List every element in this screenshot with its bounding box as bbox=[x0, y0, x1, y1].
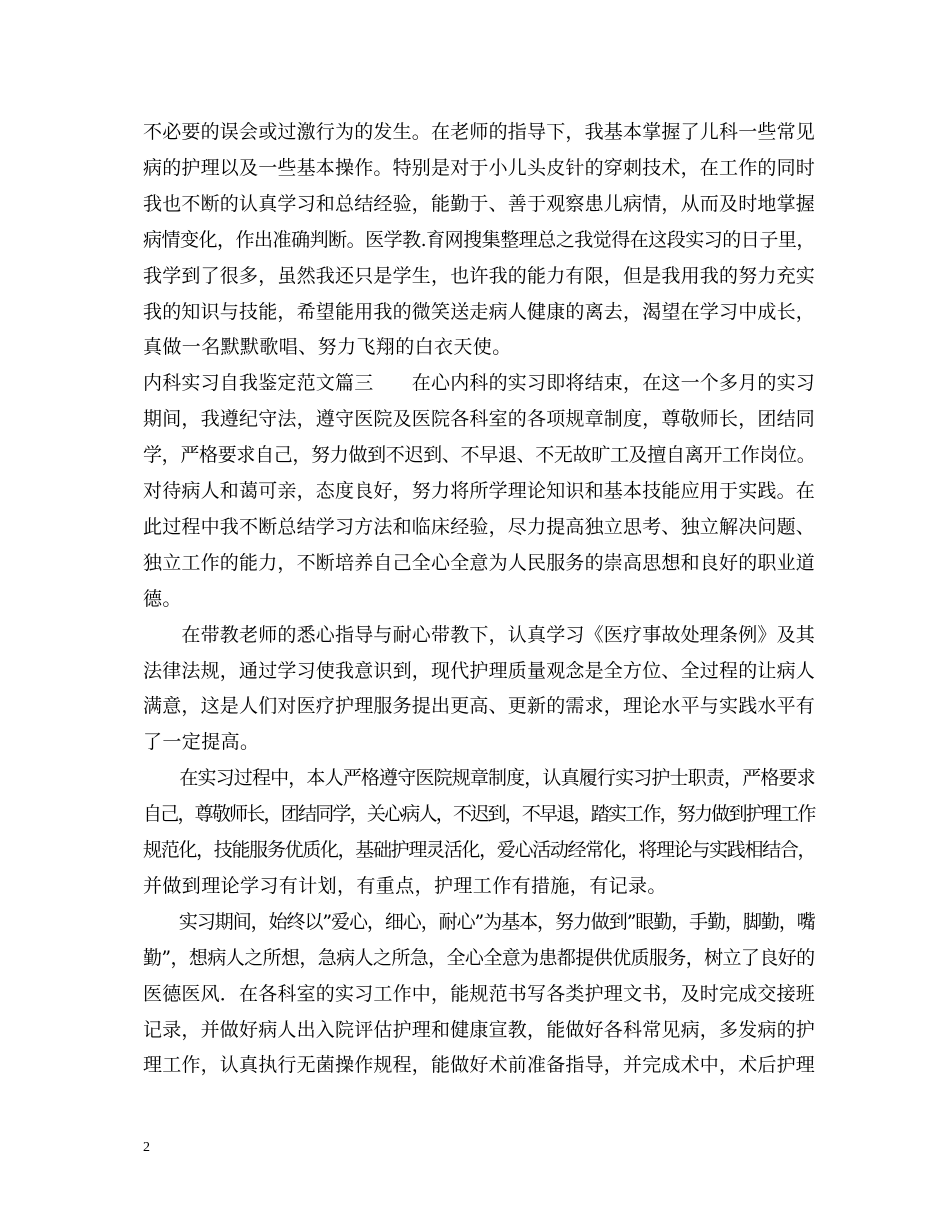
text-line: 期间，我遵纪守法，遵守医院及医院各科室的各项规章制度，尊敬师长，团结同 bbox=[143, 408, 816, 430]
text-line: 独立工作的能力，不断培养自己全心全意为人民服务的崇高思想和良好的职业道 bbox=[143, 552, 816, 574]
text-line: 在带教老师的悉心指导与耐心带教下，认真学习《医疗事故处理条例》及其 bbox=[143, 624, 816, 646]
text-line: 我的知识与技能，希望能用我的微笑送走病人健康的离去，渴望在学习中成长， bbox=[143, 301, 816, 323]
text-line: 真做一名默默歌唱、努力飞翔的白衣天使。 bbox=[143, 336, 512, 358]
text-line: 医德医风．在各科室的实习工作中，能规范书写各类护理文书，及时完成交接班 bbox=[143, 983, 816, 1005]
text-line: 满意，这是人们对医疗护理服务提出更高、更新的需求，理论水平与实践水平有 bbox=[143, 695, 816, 717]
text-line: 勤”，想病人之所想，急病人之所急，全心全意为患都提供优质服务，树立了良好的 bbox=[143, 947, 815, 969]
page-number: 2 bbox=[143, 1140, 150, 1155]
text-line: 规范化，技能服务优质化，基础护理灵活化，爱心活动经常化，将理论与实践相结合， bbox=[143, 839, 816, 861]
text-line: 并做到理论学习有计划，有重点，护理工作有措施，有记录。 bbox=[143, 875, 667, 897]
text-line: 法律法规，通过学习使我意识到，现代护理质量观念是全方位、全过程的让病人 bbox=[143, 660, 816, 682]
text-line: 自己，尊敬师长，团结同学，关心病人，不迟到，不早退，踏实工作，努力做到护理工作 bbox=[143, 803, 815, 825]
text-line: 我学到了很多，虽然我还只是学生，也许我的能力有限，但是我用我的努力充实 bbox=[143, 265, 816, 287]
text-line: 对待病人和蔼可亲，态度良好，努力将所学理论知识和基本技能应用于实践。在 bbox=[143, 480, 816, 502]
text-line: 记录，并做好病人出入院评估护理和健康宣教，能做好各科常见病，多发病的护 bbox=[143, 1019, 816, 1041]
text-line: 实习期间，始终以”爱心，细心，耐心”为基本，努力做到”眼勤，手勤，脚勤，嘴 bbox=[143, 911, 815, 933]
text-line: 病的护理以及一些基本操作。特别是对于小儿头皮针的穿刺技术，在工作的同时 bbox=[143, 157, 816, 179]
text-line: 德。 bbox=[143, 588, 182, 610]
text-line: 内科实习自我鉴定范文篇三 在心内科的实习即将结束，在这一个多月的实习 bbox=[143, 372, 816, 394]
text-line: 不必要的误会或过激行为的发生。在老师的指导下，我基本掌握了儿科一些常见 bbox=[143, 121, 816, 143]
text-line: 理工作，认真执行无菌操作规程，能做好术前准备指导，并完成术中，术后护理 bbox=[143, 1054, 816, 1076]
text-line: 学，严格要求自己，努力做到不迟到、不早退、不无故旷工及擅自离开工作岗位。 bbox=[143, 444, 816, 466]
text-line: 我也不断的认真学习和总结经验，能勤于、善于观察患儿病情，从而及时地掌握 bbox=[143, 193, 816, 215]
text-line: 在实习过程中，本人严格遵守医院规章制度，认真履行实习护士职责，严格要求 bbox=[143, 767, 815, 789]
text-line: 此过程中我不断总结学习方法和临床经验，尽力提高独立思考、独立解决问题、 bbox=[143, 516, 816, 538]
text-line: 了一定提高。 bbox=[143, 731, 260, 753]
text-line: 病情变化，作出准确判断。医学教.育网搜集整理总之我觉得在这段实习的日子里， bbox=[143, 229, 815, 251]
